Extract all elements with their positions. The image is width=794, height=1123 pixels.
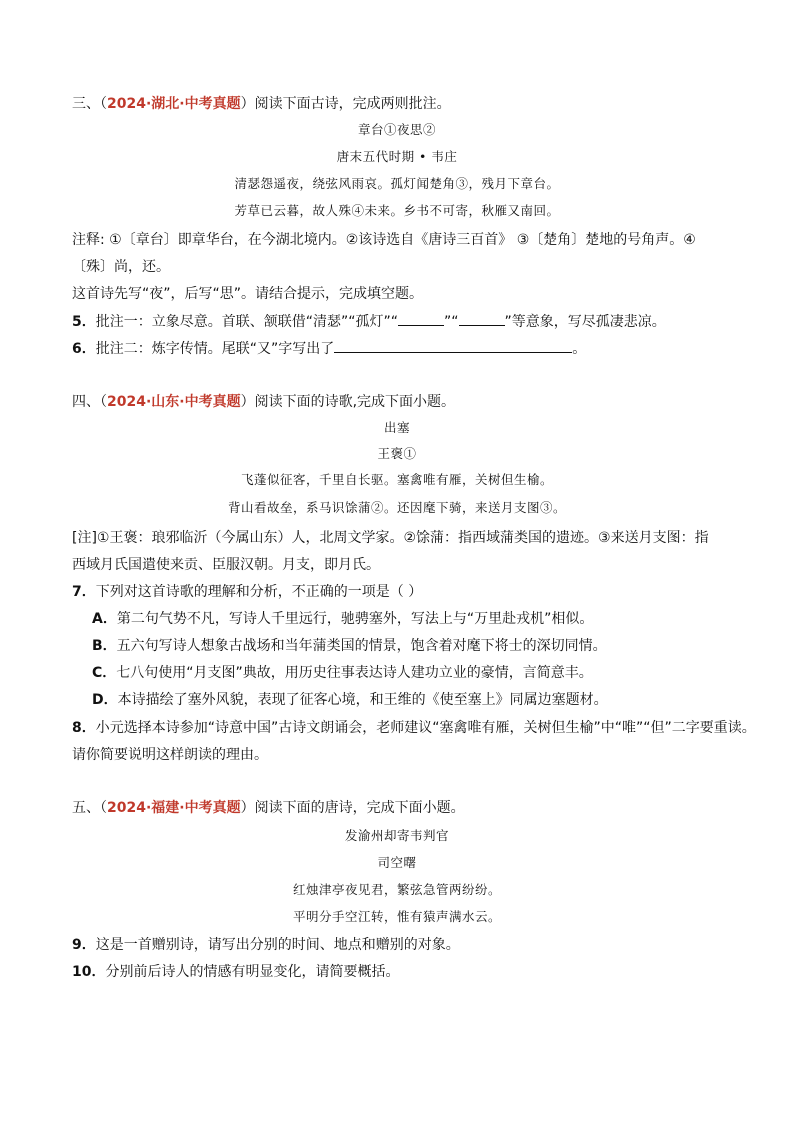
question-6-text-b: 。 — [572, 341, 587, 357]
question-5-text-c: ”等意象，写尽孤凄悲凉。 — [504, 314, 666, 330]
section-3-heading — [72, 94, 734, 114]
question-7 — [72, 582, 734, 602]
option-a-text: 第二句气势不凡，写诗人千里远行，驰骋塞外，写法上与“万里赴戎机”相似。 — [116, 611, 594, 627]
section-4-note-2: 西域月氏国遣使来贡、臣服汉朝。月支，即月氏。 — [72, 557, 380, 573]
poem-3-line-2: 芳草已云暮，故人殊④未来。乡书不可寄，秋雁又南回。 — [234, 203, 560, 218]
answer-blank-5b[interactable] — [459, 311, 505, 326]
section-3-intro: 这首诗先写“夜”，后写“思”。请结合提示，完成填空题。 — [72, 286, 424, 302]
question-9-number: 9． — [72, 937, 96, 953]
section-4-note-1: [注]①王褒：琅邪临沂（今属山东）人，北周文学家。②馀蒲：指西域蒲类国的遗迹。③来送月支图：指 — [72, 530, 709, 546]
question-8-number: 8． — [72, 720, 96, 736]
section-5-source: 2024·福建·中考真题 — [107, 800, 241, 816]
question-7-text: 下列对这首诗歌的理解和分析，不正确的一项是（ ） — [95, 584, 423, 600]
poem-5-line-1: 红烛津亭夜见君，繁弦急管两纷纷。 — [292, 882, 501, 897]
question-6-number: 6． — [72, 341, 96, 357]
option-b-key: B． — [92, 638, 117, 654]
question-6 — [72, 338, 734, 359]
section-4-source: 2024·山东·中考真题 — [107, 394, 241, 410]
section-3-prefix: 三、（ — [72, 96, 107, 112]
option-d-text: 本诗描绘了塞外风貌，表现了征客心境，和王维的《使至塞上》同属边塞题材。 — [117, 692, 608, 708]
option-b[interactable] — [92, 636, 734, 656]
poem-5-line-2: 平明分手空江转，惟有猿声满水云。 — [292, 909, 501, 924]
poem-5-author: 司空曙 — [377, 855, 417, 870]
answer-blank-5a[interactable] — [398, 311, 444, 326]
option-c[interactable] — [92, 663, 734, 683]
question-8-line-1 — [72, 718, 756, 738]
question-9-text: 这是一首赠别诗，请写出分别的时间、地点和赠别的对象。 — [95, 937, 460, 953]
section-3-source: 2024·湖北·中考真题 — [107, 96, 241, 112]
question-5 — [72, 311, 734, 332]
question-5-text-b: ”“ — [444, 314, 459, 330]
poem-3-title: 章台①夜思② — [357, 122, 436, 137]
question-10-text: 分别前后诗人的情感有明显变化，请简要概括。 — [105, 964, 400, 980]
answer-blank-6[interactable] — [334, 338, 572, 353]
section-3-instruction: ）阅读下面古诗，完成两则批注。 — [240, 96, 451, 112]
section-4-prefix: 四、（ — [72, 394, 107, 410]
section-4-instruction: ）阅读下面的诗歌,完成下面小题。 — [240, 394, 456, 410]
poem-4-line-2: 背山看故垒，系马识馀蒲②。还因麾下骑，来送月支图③。 — [227, 500, 566, 515]
section-3-note-2: 〔殊〕尚，还。 — [72, 259, 170, 275]
poem-4-line-1: 飞蓬似征客，千里自长驱。塞禽唯有雁，关树但生榆。 — [240, 472, 553, 487]
section-5-instruction: ）阅读下面的唐诗，完成下面小题。 — [240, 800, 465, 816]
option-c-key: C． — [92, 665, 117, 681]
question-8-line-2: 请你简要说明这样朗读的理由。 — [72, 747, 268, 763]
question-10 — [72, 962, 734, 982]
section-5-heading — [72, 798, 734, 818]
question-6-text-a: 批注二：炼字传情。尾联“又”字写出了 — [95, 341, 335, 357]
poem-5-title: 发渝州却寄韦判官 — [344, 828, 449, 843]
poem-3-line-1: 清瑟怨遥夜，绕弦风雨哀。孤灯闻楚角③，残月下章台。 — [234, 176, 560, 191]
option-d[interactable] — [92, 690, 734, 710]
poem-4-title: 出塞 — [383, 420, 410, 435]
option-a-key: A． — [92, 611, 117, 627]
option-a[interactable] — [92, 609, 734, 629]
question-5-number: 5． — [72, 314, 96, 330]
option-c-text: 七八句使用“月支图”典故，用历史往事表达诗人建功立业的豪情，言简意丰。 — [116, 665, 593, 681]
option-b-text: 五六句写诗人想象古战场和当年蒲类国的情景，饱含着对麾下将士的深切同情。 — [116, 638, 607, 654]
section-3-note-1: 注释: ①〔章台〕即章华台，在今湖北境内。②该诗选自《唐诗三百首》 ③〔楚角〕楚地的号角声。④ — [72, 232, 696, 248]
section-5-prefix: 五、（ — [72, 800, 107, 816]
question-9 — [72, 935, 734, 955]
poem-3-author: 唐末五代时期 • 韦庄 — [336, 149, 458, 164]
question-8-text: 小元选择本诗参加“诗意中国”古诗文朗诵会，老师建议“塞禽唯有雁，关树但生榆”中“唯”“但”二字要重读。 — [95, 720, 756, 736]
section-4-heading — [72, 392, 734, 412]
option-d-key: D． — [92, 692, 118, 708]
question-7-number: 7． — [72, 584, 96, 600]
question-5-text-a: 批注一：立象尽意。首联、颔联借“清瑟”“孤灯”“ — [95, 314, 399, 330]
question-10-number: 10． — [72, 964, 106, 980]
poem-4-author: 王褒① — [377, 446, 417, 461]
